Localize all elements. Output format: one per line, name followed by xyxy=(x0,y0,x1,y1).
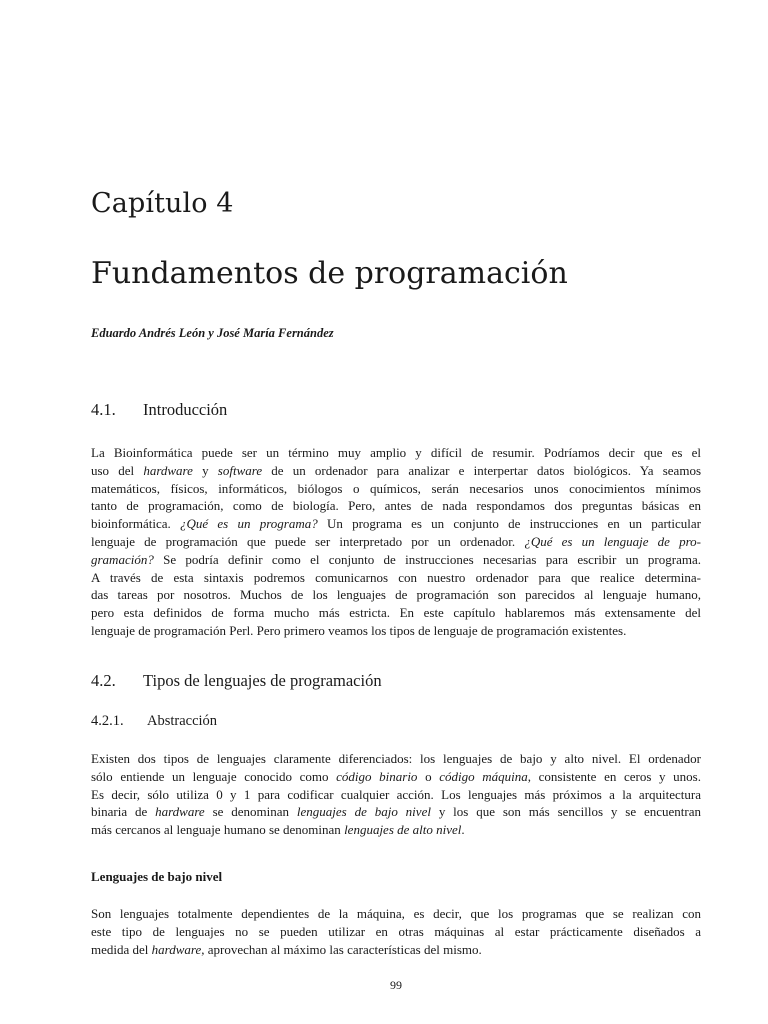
text-run: más cercanos al lenguaje humano se denominan xyxy=(91,822,345,838)
abstraction-paragraph xyxy=(91,750,701,839)
page-number: 99 xyxy=(390,978,402,992)
section-heading-tipos xyxy=(91,671,382,691)
text-line xyxy=(91,768,701,786)
text-line xyxy=(91,569,701,587)
text-line xyxy=(91,480,701,498)
text-line xyxy=(91,462,701,480)
italic-text-run: software xyxy=(217,462,263,478)
text-line xyxy=(91,803,701,821)
text-line xyxy=(91,604,701,622)
text-line xyxy=(91,551,701,569)
chapter-authors: Eduardo Andrés León y José María Fernández xyxy=(91,326,334,340)
text-run: Un programa es un conjunto de instrucciones en un particular xyxy=(317,516,702,532)
section-number: 4.2. xyxy=(91,671,116,690)
subsection-number: 4.2.1. xyxy=(91,713,124,729)
italic-text-run: lenguajes de bajo nivel xyxy=(296,804,431,820)
text-run: . xyxy=(461,822,465,838)
section-title: Tipos de lenguajes de programación xyxy=(143,671,382,690)
italic-text-run: hardware xyxy=(155,804,205,820)
text-run: tanto de programación, como de biología. Pero, antes de nada respondamos dos preguntas básicas en xyxy=(91,498,701,514)
section-heading-introduccion xyxy=(91,400,227,420)
text-line xyxy=(91,821,701,839)
chapter-title: Fundamentos de programación xyxy=(91,256,568,291)
italic-text-run: ¿Qué es un programa? xyxy=(180,516,318,532)
section-number: 4.1. xyxy=(91,400,116,419)
text-run: matemáticos, físicos, informáticos, biólogos o químicos, serán necesarios unos conocimientos mínimos xyxy=(91,480,701,496)
italic-text-run: código binario xyxy=(336,768,418,784)
text-run: , consistente en ceros y unos. xyxy=(527,768,701,784)
text-line xyxy=(91,786,701,804)
text-line xyxy=(91,586,701,604)
subsection-title: Abstracción xyxy=(147,713,218,729)
document-page xyxy=(91,0,701,1024)
text-line xyxy=(91,444,701,462)
text-line xyxy=(91,533,701,551)
text-run: , aprovechan al máximo las características del mismo. xyxy=(201,941,482,957)
italic-text-run: código máquina xyxy=(439,768,528,784)
chapter-label: Capítulo 4 xyxy=(91,188,234,219)
text-run: Se podría definir como el conjunto de instrucciones necesarias para escribir un programa. xyxy=(153,551,701,567)
italic-text-run: hardware xyxy=(143,462,193,478)
text-run: lenguaje de programación que puede ser interpretado por un ordenador. xyxy=(91,533,525,549)
text-run: bioinformática. xyxy=(91,516,181,532)
text-run: sólo entiende un lenguaje conocido como xyxy=(91,768,337,784)
subsection-heading-abstraccion xyxy=(91,713,217,730)
text-run: La Bioinformática puede ser un término muy amplio y difícil de resumir. Podríamos decir que es el xyxy=(91,445,701,460)
italic-text-run: hardware xyxy=(151,941,202,957)
text-line xyxy=(91,923,701,941)
text-line xyxy=(91,515,701,533)
text-run: pero esta definidos de forma mucho más estricta. En este capítulo hablaremos más extensamente del xyxy=(91,605,701,621)
italic-text-run: gramación? xyxy=(91,551,154,567)
text-run: A través de esta sintaxis podremos comunicarnos con nuestro ordenador para que realice determina- xyxy=(91,569,701,585)
text-run: y los que son más sencillos y se encuentran xyxy=(430,804,701,820)
text-run: Existen dos tipos de lenguajes claramente diferenciados: los lenguajes de bajo y alto nivel. El ordenador xyxy=(91,751,701,766)
italic-text-run: lenguajes de alto nivel xyxy=(344,822,462,838)
paragraph-heading-bajo-nivel: Lenguajes de bajo nivel xyxy=(91,869,223,884)
italic-text-run: ¿Qué es un lenguaje de pro- xyxy=(524,533,701,549)
text-run: y xyxy=(192,462,218,478)
text-line xyxy=(91,497,701,515)
text-run: este tipo de lenguajes no se pueden utilizar en otras máquinas al estar prácticamente diseñados a xyxy=(91,923,701,939)
text-line xyxy=(91,905,701,923)
section-title: Introducción xyxy=(143,400,228,419)
text-run: das tareas por nosotros. Muchos de los lenguajes de programación son parecidos al lenguaje humano, xyxy=(91,587,701,603)
text-run: Es decir, sólo utiliza 0 y 1 para codificar cualquier acción. Los lenguajes más próximos a la arquitectura xyxy=(91,786,701,802)
introduction-paragraph xyxy=(91,444,701,640)
text-run: de un ordenador para analizar e interpertar datos biológicos. Ya seamos xyxy=(262,462,701,478)
text-line xyxy=(91,622,701,640)
text-run: lenguaje de programación Perl. Pero primero veamos los tipos de lenguaje de programación existentes. xyxy=(91,622,627,638)
text-run: se denominan xyxy=(204,804,297,820)
low-level-paragraph xyxy=(91,905,701,958)
text-run: binaria de xyxy=(91,804,156,820)
text-run: o xyxy=(417,768,440,784)
text-run: uso del xyxy=(91,462,144,478)
text-line xyxy=(91,941,701,959)
text-run: medida del xyxy=(91,941,152,957)
text-line xyxy=(91,750,701,768)
text-run: Son lenguajes totalmente dependientes de la máquina, es decir, que los programas que se realizan con xyxy=(91,906,701,921)
